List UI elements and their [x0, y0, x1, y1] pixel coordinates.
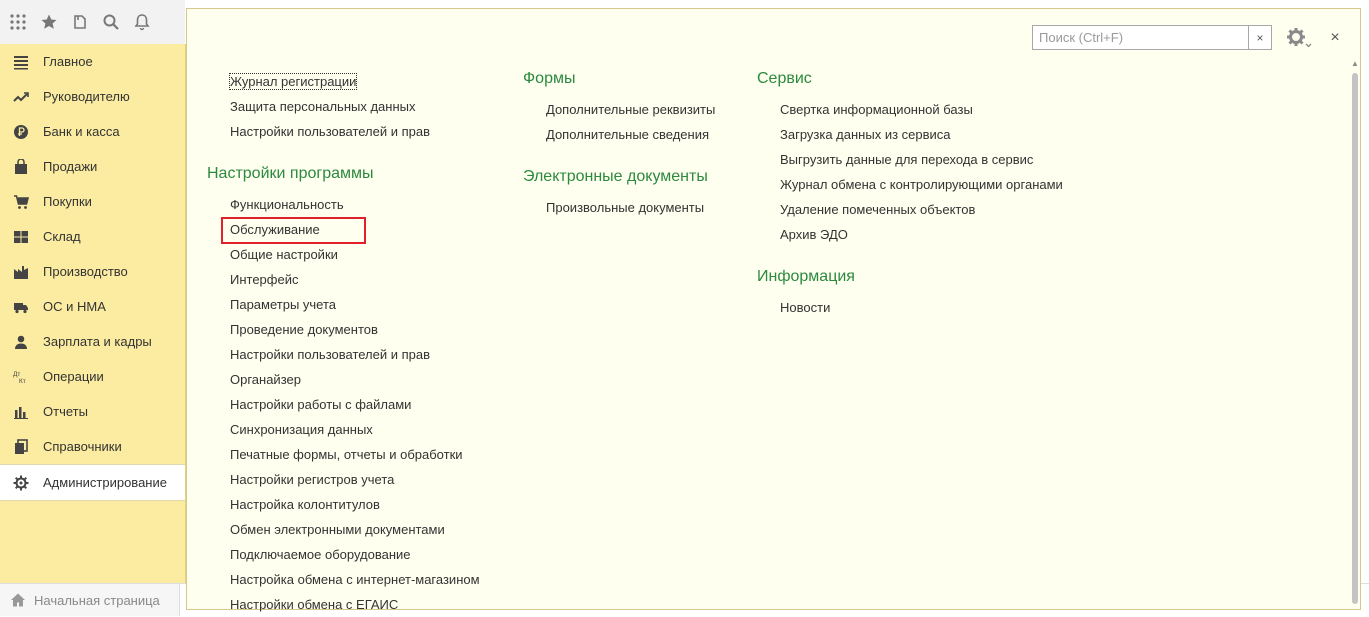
history-icon[interactable] [67, 9, 93, 35]
sidebar-item-label: Банк и касса [43, 124, 120, 139]
sidebar-item-label: Отчеты [43, 404, 88, 419]
link-export-for-service[interactable]: Выгрузить данные для перехода в сервис [780, 152, 1034, 167]
apps-grid-icon[interactable] [5, 9, 31, 35]
sidebar-item-catalogs[interactable] [0, 429, 185, 464]
section-title-program-settings: Настройки программы [207, 165, 374, 182]
link-user-rights-settings[interactable]: Настройки пользователей и прав [230, 124, 431, 139]
cart-icon [12, 193, 30, 211]
link-exchange-log[interactable]: Журнал обмена с контролирующими органами [780, 177, 1063, 192]
link-additional-info[interactable]: Дополнительные сведения [546, 127, 710, 142]
sidebar-item-manager[interactable] [0, 79, 185, 114]
link-document-posting[interactable]: Проведение документов [230, 322, 378, 337]
sidebar-item-label: Операции [43, 369, 104, 384]
home-icon [10, 592, 26, 608]
bell-icon[interactable] [129, 9, 155, 35]
top-toolbar [0, 0, 185, 45]
gear-icon [1287, 28, 1305, 46]
truck-icon [12, 298, 30, 316]
scrollbar-thumb[interactable] [1352, 73, 1358, 604]
section-title-electronic-documents: Электронные документы [523, 168, 708, 185]
bar-chart-icon [12, 403, 30, 421]
sidebar-item-label: Администрирование [43, 475, 167, 490]
column-forms [523, 67, 743, 220]
link-arbitrary-documents[interactable]: Произвольные документы [546, 200, 705, 215]
sidebar-item-operations[interactable] [0, 359, 185, 394]
sidebar-item-fixed-assets[interactable] [0, 289, 185, 324]
sidebar-item-purchases[interactable] [0, 184, 185, 219]
settings-gear-button[interactable] [1284, 26, 1312, 50]
sidebar-item-label: ОС и НМА [43, 299, 106, 314]
sidebar-item-administration[interactable] [0, 464, 185, 501]
highlight-frame [221, 217, 366, 244]
sidebar [0, 44, 186, 583]
home-page-label: Начальная страница [34, 592, 160, 608]
administration-panel [186, 8, 1361, 610]
column-main [207, 69, 507, 617]
section-title-information: Информация [757, 268, 855, 285]
link-egais-exchange[interactable]: Настройки обмена с ЕГАИС [230, 597, 399, 612]
factory-icon [12, 263, 30, 281]
link-personal-data-protection[interactable]: Защита персональных данных [230, 99, 416, 114]
sidebar-item-sales[interactable] [0, 149, 185, 184]
sidebar-item-label: Продажи [43, 159, 98, 174]
debit-credit-icon [12, 368, 30, 386]
link-delete-marked[interactable]: Удаление помеченных объектов [780, 202, 976, 217]
link-accounting-parameters[interactable]: Параметры учета [230, 297, 337, 312]
sidebar-item-salary[interactable] [0, 324, 185, 359]
person-icon [12, 333, 30, 351]
link-online-store-exchange[interactable]: Настройка обмена с интернет-магазином [230, 572, 480, 587]
sidebar-item-production[interactable] [0, 254, 185, 289]
link-header-footer[interactable]: Настройка колонтитулов [230, 497, 380, 512]
trend-icon [12, 88, 30, 106]
star-icon[interactable] [36, 9, 62, 35]
search-clear-button[interactable]: × [1248, 26, 1271, 49]
vertical-scrollbar[interactable] [1350, 59, 1360, 604]
link-data-sync[interactable]: Синхронизация данных [230, 422, 373, 437]
close-button[interactable]: × [1330, 29, 1340, 46]
search-input[interactable] [1033, 26, 1248, 48]
warehouse-icon [12, 228, 30, 246]
search-box [1032, 25, 1272, 50]
link-connected-equipment[interactable]: Подключаемое оборудование [230, 547, 411, 562]
link-user-rights-settings-2[interactable]: Настройки пользователей и прав [230, 347, 431, 362]
link-functionality[interactable]: Функциональность [230, 197, 344, 212]
home-page-tab[interactable] [0, 584, 180, 616]
section-title-service: Сервис [757, 70, 812, 87]
search-icon[interactable] [98, 9, 124, 35]
link-db-compression[interactable]: Свертка информационной базы [780, 102, 973, 117]
shopping-bag-icon [12, 158, 30, 176]
svg-text:Дт: Дт [13, 370, 21, 378]
link-print-forms[interactable]: Печатные формы, отчеты и обработки [230, 447, 463, 462]
books-icon [12, 438, 30, 456]
gear-icon [12, 474, 30, 492]
link-registration-log[interactable]: Журнал регистрации [230, 74, 357, 89]
ruble-coin-icon [12, 123, 30, 141]
sidebar-item-label: Главное [43, 54, 93, 69]
sidebar-item-label: Производство [43, 264, 128, 279]
link-load-from-service[interactable]: Загрузка данных из сервиса [780, 127, 951, 142]
sidebar-item-label: Справочники [43, 439, 122, 454]
link-interface[interactable]: Интерфейс [230, 272, 299, 287]
menu-lines-icon [12, 53, 30, 71]
sidebar-item-label: Покупки [43, 194, 92, 209]
link-edo-archive[interactable]: Архив ЭДО [780, 227, 848, 242]
link-maintenance[interactable]: Обслуживание [230, 222, 320, 237]
sidebar-item-label: Руководителю [43, 89, 130, 104]
sidebar-item-reports[interactable] [0, 394, 185, 429]
link-register-settings[interactable]: Настройки регистров учета [230, 472, 395, 487]
link-edi-exchange[interactable]: Обмен электронными документами [230, 522, 445, 537]
link-additional-attributes[interactable]: Дополнительные реквизиты [546, 102, 716, 117]
link-news[interactable]: Новости [780, 300, 831, 315]
link-organizer[interactable]: Органайзер [230, 372, 301, 387]
sidebar-item-label: Склад [43, 229, 81, 244]
link-general-settings[interactable]: Общие настройки [230, 247, 338, 262]
link-file-settings[interactable]: Настройки работы с файлами [230, 397, 412, 412]
svg-text:Кт: Кт [19, 377, 26, 385]
scroll-up-arrow-icon[interactable]: ▲ [1351, 59, 1359, 68]
sidebar-item-warehouse[interactable] [0, 219, 185, 254]
sidebar-item-label: Зарплата и кадры [43, 334, 152, 349]
section-title-forms: Формы [523, 70, 576, 87]
sidebar-item-main[interactable] [0, 44, 185, 79]
column-service [757, 67, 1097, 320]
sidebar-item-bank[interactable] [0, 114, 185, 149]
